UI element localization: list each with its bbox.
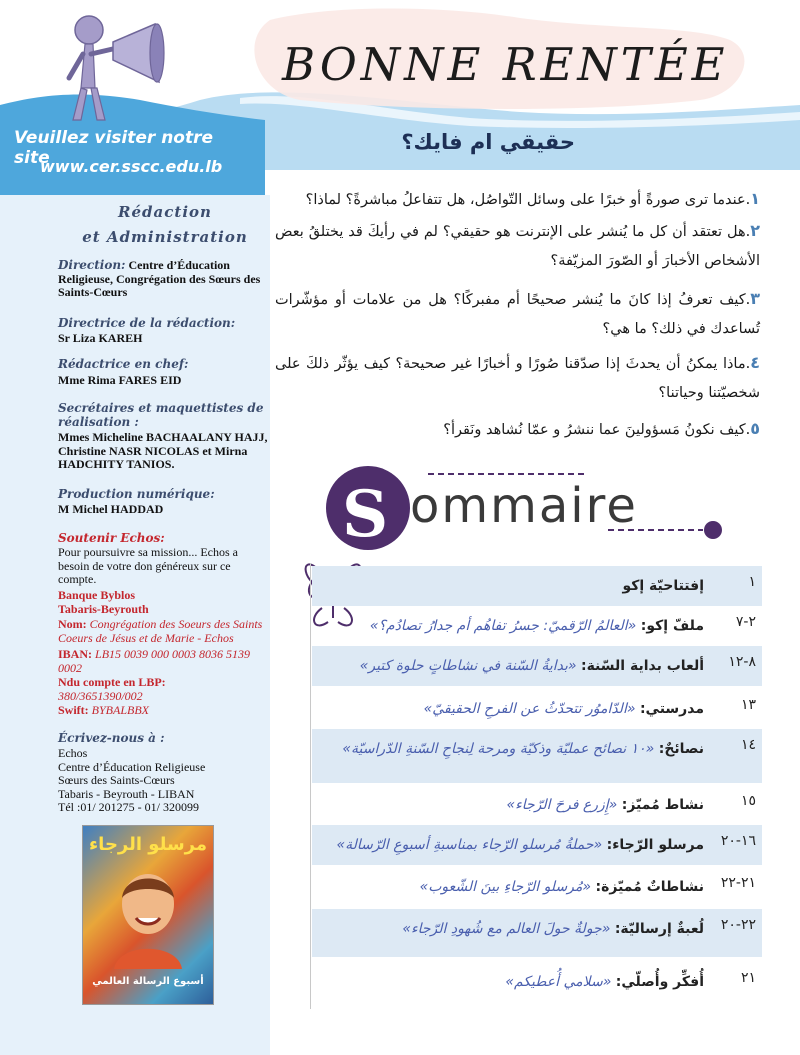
toc-section: أُفكِّر وأُصلّي:: [615, 974, 704, 990]
site-url-link[interactable]: www.cer.sscc.edu.lb: [40, 157, 223, 176]
sidebar-heading: [70, 200, 260, 250]
toc-section: ملفّ إكو:: [640, 618, 704, 634]
address-line: Centre d’Éducation Religieuse: [58, 759, 206, 774]
question-item: ١.عندما ترى صورةً أو خبرًا على وسائل التّواصُل، هل تتفاعلُ مباشرةً؟ لماذا؟: [305, 189, 760, 208]
direction-label: Direction:: [58, 258, 126, 272]
nom-value: Congrégation des Soeurs des Saints Coeurs de Jésus et de Marie - Echos: [58, 617, 263, 645]
production-label: Production numérique:: [58, 487, 215, 501]
address-line: Tabaris - Beyrouth - LIBAN: [58, 786, 195, 801]
address-line: Sœurs des Saints-Cœurs: [58, 773, 175, 787]
soutenir-label: Soutenir Echos:: [58, 531, 165, 545]
question-number: ٤: [750, 353, 760, 372]
redactrice-label: Rédactrice en chef:: [58, 357, 189, 371]
toc-title: «بدايةُ السّنة في نشاطاتٍ حلوة كتير»: [359, 658, 577, 674]
bank-name: Banque Byblos: [58, 588, 136, 602]
toc-pages: ١٦-٢٠: [720, 833, 756, 849]
toc-title: «العالمُ الرّقميّ: جسرُ تفاهُم أم جدارُ تصادُم؟»: [369, 618, 637, 634]
magazine-cover-image: [82, 825, 214, 1005]
toc-section: نصائحٌ:: [658, 741, 704, 757]
toc-pages: ٢٢-٢٠: [720, 917, 756, 933]
toc-title: «مُرسلو الرّجاءِ بينَ الشّعوب»: [419, 879, 592, 895]
megaphone-figure-icon: [55, 8, 175, 126]
toc-row[interactable]: [312, 606, 762, 646]
toc-pages: ١٥: [740, 793, 756, 809]
directrice-label: Directrice de la rédaction:: [58, 316, 236, 330]
toc-row[interactable]: [312, 909, 762, 957]
toc-title: «إِزرع فرحَ الرّجاء»: [506, 797, 618, 813]
toc-row[interactable]: [312, 729, 762, 783]
ndu-value: 380/3651390/002: [58, 689, 143, 703]
question-number: ٥: [750, 419, 760, 438]
question-text: كيف نكونُ مَسؤولينَ عما ننشرُ و عمّا نُشاهد ونَقرأ؟: [443, 422, 746, 438]
toc-section: نشاط مُميّز:: [621, 797, 704, 813]
question-title: حقيقي ام فايك؟: [401, 130, 575, 154]
swift-label: Swift:: [58, 703, 89, 717]
question-text: هل تعتقد أن كل ما يُنشر على الإنترنت هو حقيقي؟ لم في رأيكَ قد يختلقُ بعض الأشخاص الأخبارَ أو الصّورَ المزيّفة؟: [275, 224, 760, 269]
toc-row[interactable]: [312, 962, 762, 1002]
address-line: Echos: [58, 746, 88, 760]
toc-pages: ١: [748, 574, 756, 590]
phone-line: Tél :01/ 201275 - 01/ 320099: [58, 800, 199, 814]
sidebar-heading-line-2: et Administration: [82, 228, 248, 246]
question-item: ٣.كيف تعرفُ إذا كانَ ما يُنشر صحيحًا أم مفبركًا؟ هل من علامات أو مؤشّرات تُساعدك في ذلك؟ ما هي؟: [275, 289, 760, 337]
question-number: ١: [750, 189, 760, 208]
toc-title: «١٠ نصائح عمليّة وذكيّة ومرحة لِنجاحِ السّنةِ الدّراسيّة»: [342, 741, 655, 757]
question-text: ماذا يمكنُ أن يحدثَ إذا صدّقنا صُورًا و أخبارًا غير صحيحة؟ كيف يؤثّر ذلكَ على شخصيّتنا وحياتنا؟: [275, 356, 760, 401]
direction-text: Centre d’Éducation Religieuse, Congrégation des Sœurs des Saints-Cœurs: [58, 258, 261, 299]
nom-block: [58, 618, 268, 645]
swift-value: BYBALBBX: [91, 703, 149, 717]
question-text: كيف تعرفُ إذا كانَ ما يُنشر صحيحًا أم مفبركًا؟ هل من علامات أو مؤشّرات تُساعدك في ذلك؟ ما هي؟: [275, 292, 760, 337]
toc-section: نشاطاتٌ مُميّزة:: [595, 879, 704, 895]
cover-title: مرسلو الرجاء: [88, 834, 207, 855]
question-item: ٢.هل تعتقد أن كل ما يُنشر على الإنترنت هو حقيقي؟ لم في رأيكَ قد يختلقُ بعض الأشخاص الأخبارَ أو الصّورَ المزيّفة؟: [275, 221, 760, 269]
directrice-name: Sr Liza KAREH: [58, 331, 143, 345]
toc-section: لُعبةٌ إرساليّة:: [614, 921, 704, 937]
toc-row[interactable]: [312, 867, 762, 907]
bank-branch: Tabaris-Beyrouth: [58, 602, 149, 616]
toc-pages: ٢١: [740, 970, 756, 986]
sommaire-initial: S: [342, 477, 389, 552]
ecrivez-label: Écrivez-nous à :: [58, 731, 165, 745]
swift-block: [58, 704, 268, 718]
toc-row[interactable]: [312, 785, 762, 825]
headline: BONNE RENTÉE: [282, 38, 729, 91]
iban-block: [58, 648, 268, 675]
toc-section: مرسلو الرّجاء:: [606, 837, 704, 853]
sommaire-rest: ommaire: [410, 478, 638, 534]
toc-section: مدرستي:: [639, 701, 704, 717]
nom-label: Nom:: [58, 617, 87, 631]
address-block: [58, 747, 268, 815]
question-item: ٤.ماذا يمكنُ أن يحدثَ إذا صدّقنا صُورًا و أخبارًا غير صحيحة؟ كيف يؤثّر ذلكَ على شخصيّتنا وحياتنا؟: [275, 353, 760, 401]
toc-row[interactable]: [312, 566, 762, 606]
toc-section: ألعاب بداية السّنة:: [580, 658, 704, 674]
cover-subtitle: أسبوع الرسالة العالمي: [92, 976, 204, 987]
redactrice-name: Mme Rima FARES EID: [58, 373, 182, 387]
question-item: ٥.كيف نكونُ مَسؤولينَ عما ننشرُ و عمّا نُشاهد ونَقرأ؟: [443, 419, 760, 438]
question-number: ٣: [750, 289, 760, 308]
toc-title: «جولةٌ حولَ العالم مع شُهودِ الرّجاء»: [402, 921, 611, 937]
toc-section: إفتتاحيّة إكو: [622, 578, 704, 594]
question-number: ٢: [750, 221, 760, 240]
toc-row[interactable]: [312, 646, 762, 686]
toc-row[interactable]: [312, 689, 762, 729]
production-name: M Michel HADDAD: [58, 502, 164, 516]
iban-value: LB15 0039 000 0003 8036 5139 0002: [58, 647, 251, 675]
question-text: عندما ترى صورةً أو خبرًا على وسائل التّواصُل، هل تتفاعلُ مباشرةً؟ لماذا؟: [305, 192, 746, 208]
site-invitation: Veuillez visiter notre site: [14, 128, 214, 168]
toc-title: «حملةُ مُرسلو الرّجاء بمناسبةِ أسبوعِ الرّسالة»: [336, 837, 603, 853]
toc-title: «سلامي أُعطيكم»: [505, 974, 612, 990]
toc-pages: ٢-٧: [735, 614, 756, 630]
toc-pages: ٢١-٢٢: [720, 875, 756, 891]
toc-pages: ٨-١٢: [728, 654, 756, 670]
direction-block: [58, 258, 268, 300]
ndu-label: Ndu compte en LBP:: [58, 675, 166, 689]
secretaires-label: Secrétaires et maquettistes de réalisation :: [58, 401, 264, 429]
secretaires-names: Mmes Micheline BACHAALANY HAJJ, Christine NASR NICOLAS et Mirna HADCHITY TANIOS.: [58, 430, 268, 471]
toc-pages: ١٤: [740, 737, 756, 753]
iban-label: IBAN:: [58, 647, 93, 661]
child-portrait-icon: [108, 864, 188, 969]
sidebar-heading-line-1: Rédaction: [118, 203, 212, 221]
toc-row[interactable]: [312, 825, 762, 865]
toc-title: «الدّاموُر تتحدّثُ عن الفرحِ الحقيقيّ»: [423, 701, 636, 717]
toc-pages: ١٣: [740, 697, 756, 713]
soutenir-text: Pour poursuivre sa mission... Echos a besoin de votre don généreux sur ce compte.: [58, 545, 238, 586]
